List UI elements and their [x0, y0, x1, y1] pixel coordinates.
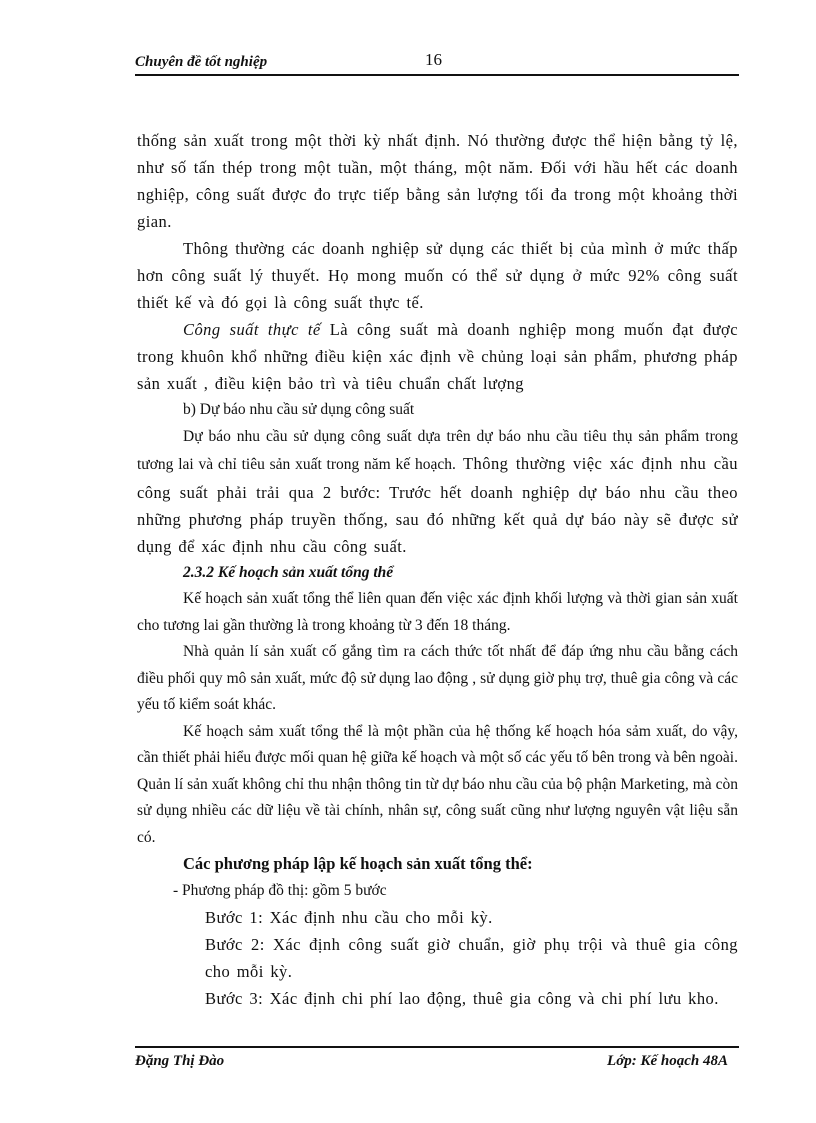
footer-author: Đặng Thị Đào — [135, 1053, 225, 1069]
step-1: Bước 1: Xác định nhu cầu cho mỗi kỳ. — [205, 908, 493, 927]
actual-capacity-definition: Là công suất mà doanh nghiệp mong muốn đạt được trong khuôn khổ những điều kiện xác định về chủng loại sản phẩm, phương pháp sản xuất , điều kiện bảo trì và tiêu chuẩn chất lượng — [137, 320, 738, 393]
paragraph-actual-capacity — [137, 316, 738, 397]
paragraph-plan-relations: Kế hoạch sảm xuất tổng thể là một phần của hệ thống kế hoạch hóa sảm xuất, do vậy, cần thiết phải hiểu được mối quan hệ giữa kế hoạch và một số các yếu tố bên trong và bên ngoài. Quản lí sản xuất không chỉ thu nhận thông tin từ dự báo nhu cầu của bộ phận Marketing, mà còn sử dụng nhiều các dữ liệu về tài chính, nhân sự, công suất cũng như lượng nguyên vật liệu sẵn có. — [137, 722, 738, 846]
step-3: Bước 3: Xác định chi phí lao động, thuê gia công và chi phí lưu kho. — [205, 989, 719, 1008]
subheading-b: b) Dự báo nhu cầu sử dụng công suất — [183, 401, 415, 418]
term-actual-capacity: Công suất thực tế — [183, 320, 321, 339]
methods-heading: Các phương pháp lập kế hoạch sản xuất tổng thể: — [183, 854, 533, 873]
paragraph-production-manager: Nhà quản lí sản xuất cố gắng tìm ra cách thức tốt nhất để đáp ứng nhu cầu bằng cách điều phối quy mô sản xuất, mức độ sử dụng lao động , sử dụng giờ phụ trợ, thuê gia công và các yếu tố kiểm soát khác. — [137, 643, 738, 713]
step-2: Bước 2: Xác định công suất giờ chuẩn, giờ phụ trội và thuê gia công cho mỗi kỳ. — [205, 935, 738, 981]
section-title: 2.3.2 Kế hoạch sản xuất tổng thể — [183, 563, 394, 581]
paragraph-capacity-forecast — [137, 424, 738, 560]
capacity-forecast-part1: Dự báo nhu cầu sử dụng công suất dựa trên dự báo nhu cầu tiêu thụ sản phẩm trong tương lai và chỉ tiêu sản xuất trong năm kế hoạch. — [137, 427, 738, 473]
header-title: Chuyên đề tốt nghiệp — [135, 54, 268, 70]
method-graph: - Phương pháp đồ thị: gồm 5 bước — [173, 881, 387, 899]
footer-rule — [135, 1046, 739, 1048]
paragraph-continuation: thống sản xuất trong một thời kỳ nhất định. Nó thường được thể hiện bằng tỷ lệ, như số tấn thép trong một tuần, một tháng, một năm. Đối với hầu hết các doanh nghiệp, công suất được đo trực tiếp bằng sản lượng tối đa trong một khoảng thời gian. — [137, 131, 738, 231]
paragraph-aggregate-plan: Kế hoạch sản xuất tổng thể liên quan đến việc xác định khối lượng và thời gian sản xuất cho tương lai gần thường là trong khoảng từ 3 đến 18 tháng. — [137, 590, 738, 634]
capacity-forecast-part2: Thông thường việc xác định nhu cầu công suất phải trải qua 2 bước: Trước hết doanh nghiệp dự báo nhu cầu theo những phương pháp truyền thống, sau đó những kết quả dự báo này sẽ được sử dụng để xác định nhu cầu công suất. — [137, 454, 738, 556]
page-number: 16 — [425, 50, 442, 69]
footer-class: Lớp: Kế hoạch 48A — [607, 1053, 728, 1069]
page-body — [137, 127, 738, 1012]
paragraph-theoretical-capacity: Thông thường các doanh nghiệp sử dụng các thiết bị của mình ở mức thấp hơn công suất lý thuyết. Họ mong muốn có thể sử dụng ở mức 92% công suất thiết kế và đó gọi là công suất thực tế. — [137, 239, 738, 312]
header-rule — [135, 74, 739, 76]
